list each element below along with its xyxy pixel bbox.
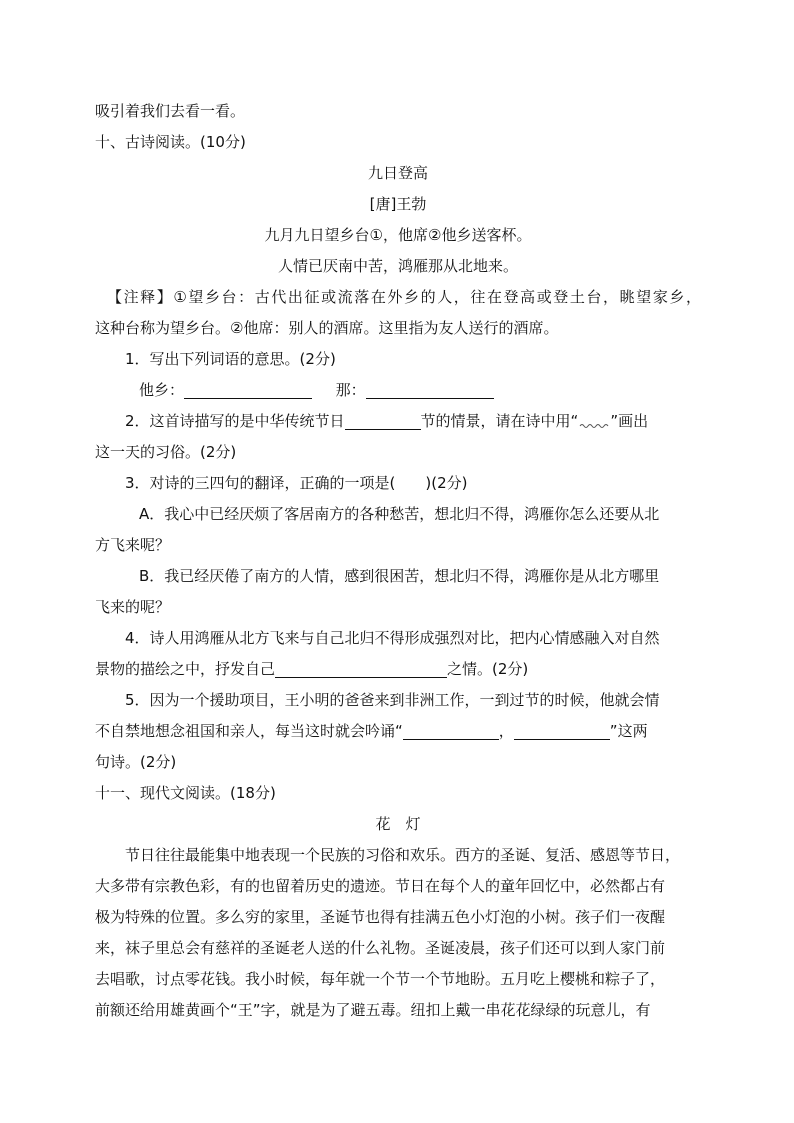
q4-text-b: 之情。(2分)	[447, 660, 529, 678]
article-title: 花 灯	[375, 815, 421, 833]
article-line: 节日往往最能集中地表现一个民族的习俗和欢乐。西方的圣诞、复活、感恩等节日，	[125, 846, 681, 864]
option-b-line-2: 飞来的呢？	[95, 598, 171, 616]
option-a-line-1: A．我心中已经厌烦了客居南方的各种愁苦，想北归不得，鸿雁你怎么还要从北	[139, 505, 660, 523]
q5-blank-2[interactable]	[514, 721, 610, 740]
q2-text-a: 2．这首诗描写的是中华传统节日	[125, 412, 345, 430]
section-10-heading: 十、古诗阅读。(10分)	[95, 133, 246, 151]
q1-label-b: 那：	[335, 381, 366, 399]
question-1: 1．写出下列词语的意思。(2分)	[125, 350, 336, 368]
section-11-heading: 十一、现代文阅读。(18分)	[95, 784, 276, 802]
q5-blank-1[interactable]	[403, 721, 499, 740]
q5-text-b: ，	[498, 722, 514, 740]
poem-author: [唐]王勃	[369, 195, 427, 213]
document-page	[95, 96, 701, 1026]
poem-line-2: 人情已厌南中苦，鸿雁那从北地来。	[277, 257, 518, 275]
q4-text-a: 景物的描绘之中，抒发自己	[95, 660, 276, 678]
option-b-line-1: B．我已经厌倦了南方的人情，感到很困苦，想北归不得，鸿雁你是从北方哪里	[139, 567, 660, 585]
question-1-answers	[95, 375, 701, 406]
question-3: 3．对诗的三四句的翻译，正确的一项是( )(2分)	[125, 474, 468, 492]
q2-blank[interactable]	[345, 411, 421, 430]
option-a-line-2: 方飞来呢？	[95, 536, 171, 554]
question-2	[95, 406, 701, 437]
article-line: 极为特殊的位置。多么穷的家里，圣诞节也得有挂满五色小灯泡的小树。孩子们一夜醒	[95, 908, 666, 926]
q2-text-c: ”画出	[610, 412, 649, 430]
note-line-2: 这种台称为望乡台。②他席：别人的酒席。这里指为友人送行的酒席。	[95, 319, 559, 337]
article-line: 前额还给用雄黄画个“王”字，就是为了避五毒。纽扣上戴一串花花绿绿的玩意儿，有	[95, 1001, 651, 1019]
poem-title: 九日登高	[367, 164, 428, 182]
article-line: 去唱歌，讨点零花钱。我小时候，每年就一个节一个节地盼。五月吃上樱桃和粽子了，	[95, 970, 666, 988]
q1-label-a: 他乡：	[139, 381, 185, 399]
intro-tail: 吸引着我们去看一看。	[95, 102, 246, 120]
question-2-line-2: 这一天的习俗。(2分)	[95, 443, 237, 461]
q4-blank[interactable]	[275, 659, 447, 678]
q2-text-b: 节的情景，请在诗中用“	[420, 412, 579, 430]
note-line-1: 【注释】①望乡台：古代出征或流落在外乡的人，往在登高或登土台，眺望家乡，	[107, 288, 701, 306]
question-5-line-3: 句诗。(2分)	[95, 753, 177, 771]
question-5-line-2	[95, 716, 701, 747]
q1-blank-a[interactable]	[184, 380, 312, 399]
poem-line-1: 九月九日望乡台①，他席②他乡送客杯。	[264, 226, 532, 244]
question-4-line-2	[95, 654, 701, 685]
q5-text-c: ”这两	[609, 722, 648, 740]
article-line: 来，袜子里总会有慈祥的圣诞老人送的什么礼物。圣诞凌晨，孩子们还可以到人家门前	[95, 939, 666, 957]
article-line: 大多带有宗教色彩，有的也留着历史的遗迹。节日在每个人的童年回忆中，必然都占有	[95, 877, 666, 895]
q1-blank-b[interactable]	[366, 380, 494, 399]
question-5: 5．因为一个援助项目，王小明的爸爸来到非洲工作，一到过节的时候，他就会情	[125, 691, 660, 709]
q5-text-a: 不自禁地想念祖国和亲人，每当这时就会吟诵“	[95, 722, 403, 740]
question-4: 4．诗人用鸿雁从北方飞来与自己北归不得形成强烈对比，把内心情感融入对自然	[125, 629, 660, 647]
wavy-underline-icon	[578, 416, 610, 430]
